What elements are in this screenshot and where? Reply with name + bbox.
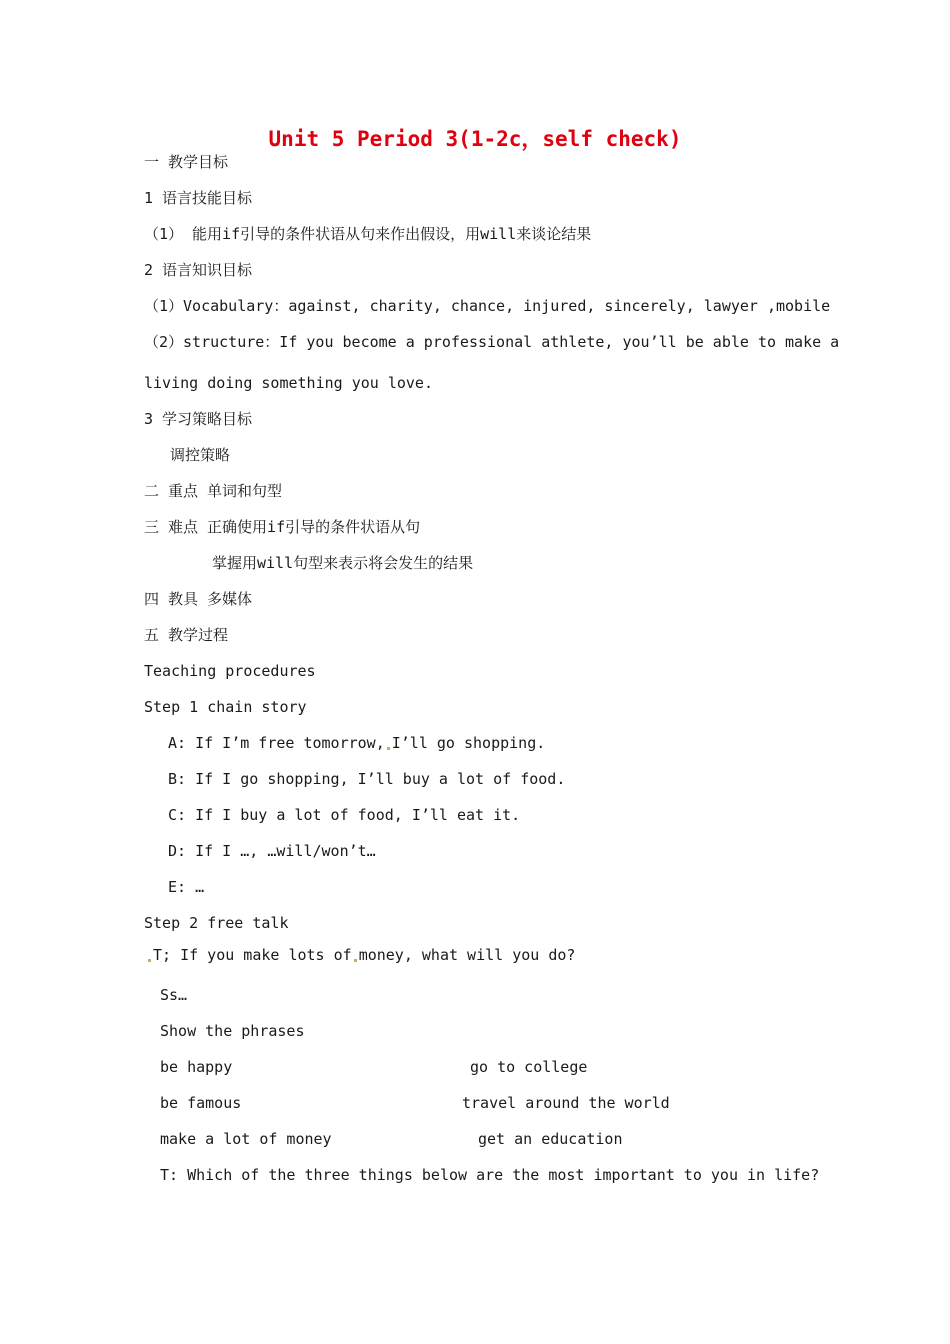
subsection-learning-strategy: 3 学习策略目标	[144, 410, 253, 428]
phrase-be-happy: be happy	[160, 1058, 233, 1076]
teaching-procedures-heading: Teaching procedures	[144, 662, 316, 680]
phrase-get-an-education: get an education	[478, 1130, 623, 1148]
mark-dot	[148, 959, 151, 962]
teacher-question-part2: money, what will you do?	[358, 946, 576, 964]
section-difficulties: 三 难点 正确使用if引导的条件状语从句	[144, 518, 421, 536]
chain-story-a-part1: A: If I’m free tomorrow,	[168, 734, 385, 752]
strategy-item: 调控策略	[170, 446, 231, 464]
mark-dot	[387, 747, 390, 750]
phrase-travel-around-the-world: travel around the world	[462, 1094, 670, 1112]
chain-story-line-e: E: …	[168, 878, 205, 896]
chain-story-line-c: C: If I buy a lot of food, I’ll eat it.	[168, 806, 521, 824]
step-1-heading: Step 1 chain story	[144, 698, 307, 716]
chain-story-line-a	[168, 733, 545, 753]
step-2-heading: Step 2 free talk	[144, 914, 289, 932]
section-key-points: 二 重点 单词和句型	[144, 482, 283, 500]
chain-story-line-d: D: If I …, …will/won’t…	[168, 842, 376, 860]
chain-story-line-b: B: If I go shopping, I’ll buy a lot of food.	[168, 770, 566, 788]
mark-dot	[354, 959, 357, 962]
section-teaching-aids: 四 教具 多媒体	[144, 590, 253, 608]
phrase-make-a-lot-of-money: make a lot of money	[160, 1130, 332, 1148]
students-response: Ss…	[160, 986, 188, 1004]
phrase-go-to-college: go to college	[470, 1058, 588, 1076]
teacher-question-2: T: Which of the three things below are the most important to you in life?	[160, 1166, 820, 1184]
subsection-language-skills: 1 语言技能目标	[144, 189, 253, 207]
chain-story-a-part2: I’ll go shopping.	[391, 734, 546, 752]
structure-item-continued: living doing something you love.	[144, 374, 433, 392]
section-teaching-process: 五 教学过程	[144, 626, 229, 644]
difficulty-item-2: 掌握用will句型来表示将会发生的结果	[212, 554, 474, 572]
teacher-question-1	[146, 945, 575, 965]
phrase-be-famous: be famous	[160, 1094, 242, 1112]
subsection-language-knowledge: 2 语言知识目标	[144, 261, 253, 279]
section-objectives: 一 教学目标	[144, 153, 229, 171]
skill-item-1: （1） 能用if引导的条件状语从句来作出假设，用will来谈论结果	[144, 225, 592, 243]
teacher-question-part1: T; If you make lots of	[153, 946, 352, 964]
show-phrases-heading: Show the phrases	[160, 1022, 305, 1040]
document-title: Unit 5 Period 3(1-2c，self check)	[268, 127, 682, 151]
vocabulary-item: （1）Vocabulary：against, charity, chance, injured, sincerely, lawyer ,mobile	[144, 297, 831, 315]
structure-item: （2）structure：If you become a professional athlete, you’ll be able to make a	[144, 333, 840, 351]
